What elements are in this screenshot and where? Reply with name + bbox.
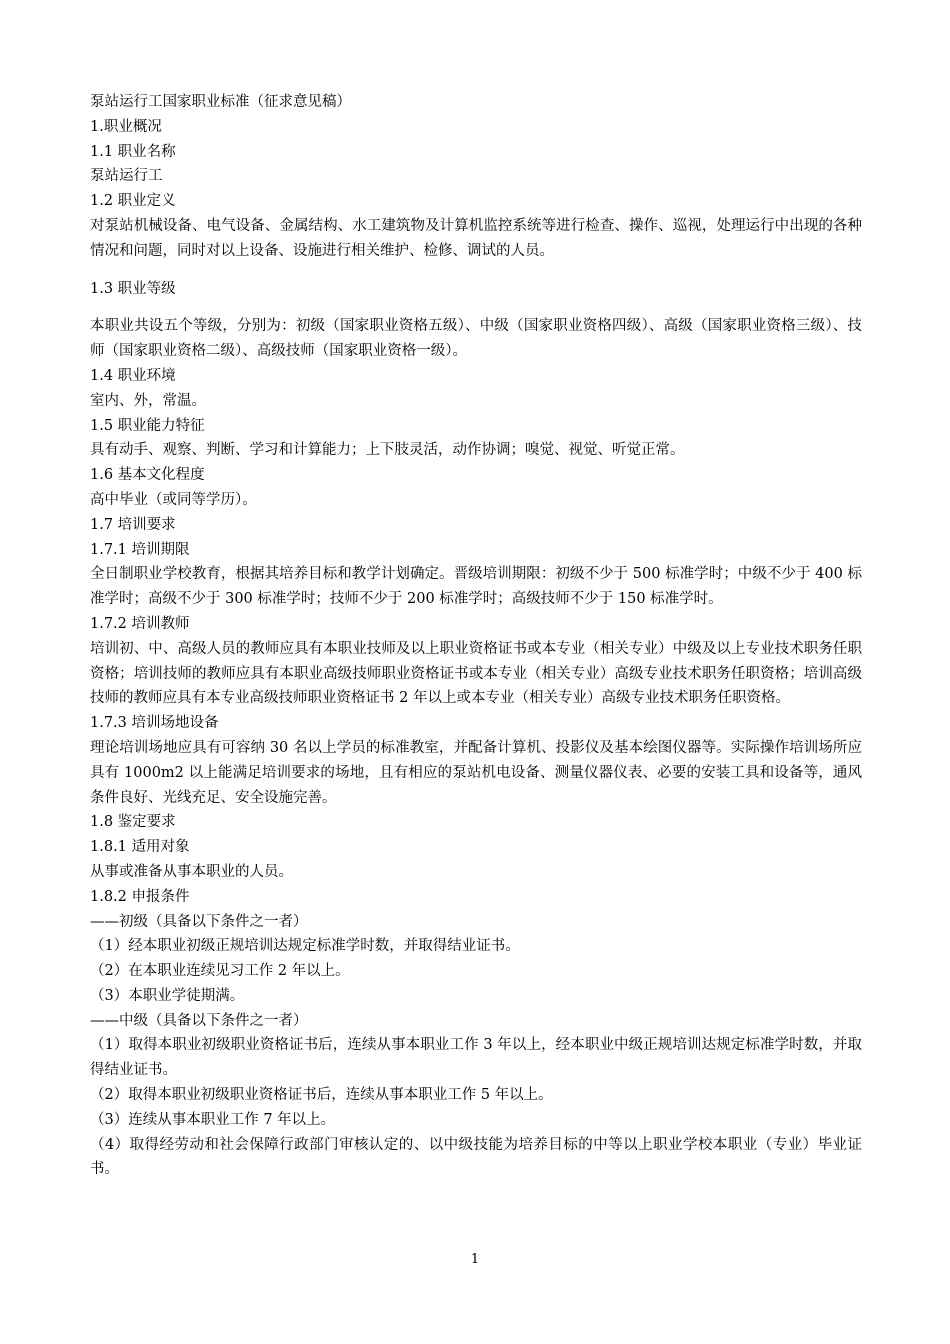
section-heading: 1.5 职业能力特征 — [90, 417, 205, 434]
body-paragraph: 从事或准备从事本职业的人员。 — [90, 863, 293, 880]
body-paragraph: 理论培训场地应具有可容纳 30 名以上学员的标准教室，并配备计算机、投影仪及基本绘图仪器等。实际操作培训场所应具有 1000m2 以上能满足培训要求的场地，且有相应的泵站机电设备、测量仪器仪表、必要的安装工具和设备等，通风条件良好、光线充足、安全设施完善。 — [90, 739, 862, 806]
body-paragraph: 培训初、中、高级人员的教师应具有本职业技师及以上职业资格证书或本专业（相关专业）中级及以上专业技术职务任职资格；培训技师的教师应具有本职业高级技师职业资格证书或本专业（相关专业）高级专业技术职务任职资格；培训高级技师的教师应具有本专业高级技师职业资格证书 2 年以上或本专业（相关专业）高级专业技术职务任职资格。 — [90, 640, 862, 707]
section-heading: 1.7.1 培训期限 — [90, 541, 190, 558]
body-paragraph: （1）经本职业初级正规培训达规定标准学时数，并取得结业证书。 — [90, 938, 520, 955]
body-paragraph: 对泵站机械设备、电气设备、金属结构、水工建筑物及计算机监控系统等进行检查、操作、巡视，处理运行中出现的各种情况和问题，同时对以上设备、设施进行相关维护、检修、调试的人员。 — [90, 217, 862, 259]
body-paragraph: ——中级（具备以下条件之一者） — [90, 1012, 308, 1029]
section-heading: 1.1 职业名称 — [90, 143, 176, 160]
body-paragraph: 具有动手、观察、判断、学习和计算能力；上下肢灵活，动作协调；嗅觉、视觉、听觉正常。 — [90, 442, 685, 459]
body-paragraph: 高中毕业（或同等学历）。 — [90, 491, 257, 508]
section-heading: 1.8 鉴定要求 — [90, 814, 176, 831]
body-paragraph: （4）取得经劳动和社会保障行政部门审核认定的、以中级技能为培养目标的中等以上职业学校本职业（专业）毕业证书。 — [90, 1136, 862, 1178]
section-heading: 1.7.3 培训场地设备 — [90, 715, 219, 732]
section-heading: 1.8.2 申报条件 — [90, 888, 190, 905]
document-title: 泵站运行工国家职业标准（征求意见稿） — [90, 94, 351, 110]
body-paragraph: 室内、外，常温。 — [90, 392, 206, 409]
body-paragraph: （2）取得本职业初级职业资格证书后，连续从事本职业工作 5 年以上。 — [90, 1087, 553, 1104]
page-number: 1 — [470, 1252, 480, 1267]
body-paragraph: （3）本职业学徒期满。 — [90, 987, 245, 1004]
document-body — [90, 90, 862, 1182]
section-heading: 1.2 职业定义 — [90, 193, 176, 210]
body-paragraph: （3）连续从事本职业工作 7 年以上。 — [90, 1111, 336, 1128]
body-paragraph: ——初级（具备以下条件之一者） — [90, 913, 308, 930]
body-paragraph: （1）取得本职业初级职业资格证书后，连续从事本职业工作 3 年以上，经本职业中级正规培训达规定标准学时数，并取得结业证书。 — [90, 1037, 862, 1079]
body-paragraph: 泵站运行工 — [90, 168, 163, 185]
section-heading: 1.3 职业等级 — [90, 280, 176, 297]
body-paragraph: （2）在本职业连续见习工作 2 年以上。 — [90, 963, 350, 980]
section-heading: 1.7 培训要求 — [90, 516, 176, 533]
document-blocks — [90, 115, 862, 1182]
body-paragraph: 全日制职业学校教育，根据其培养目标和教学计划确定。晋级培训期限：初级不少于 500 标准学时；中级不少于 400 标准学时；高级不少于 300 标准学时；技师不少于 200 标准学时；高级技师不少于 150 标准学时。 — [90, 566, 862, 608]
section-heading: 1.4 职业环境 — [90, 367, 176, 384]
section-heading: 1.8.1 适用对象 — [90, 839, 190, 856]
section-heading: 1.职业概况 — [90, 118, 162, 135]
section-heading: 1.6 基本文化程度 — [90, 467, 205, 484]
section-heading: 1.7.2 培训教师 — [90, 615, 190, 632]
body-paragraph: 本职业共设五个等级，分别为：初级（国家职业资格五级）、中级（国家职业资格四级）、高级（国家职业资格三级）、技师（国家职业资格二级）、高级技师（国家职业资格一级）。 — [90, 318, 862, 360]
